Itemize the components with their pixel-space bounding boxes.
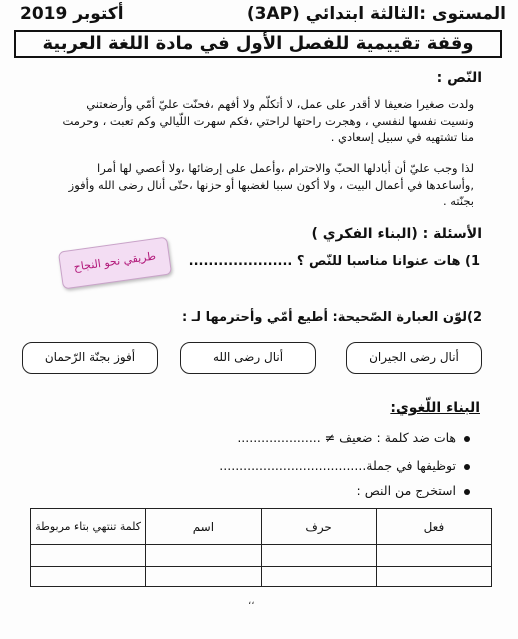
paragraph-1-line: منا تشتهيه في سبيل إسعادي . <box>330 130 474 144</box>
bullet-extract-text: استخرج من النص : <box>356 483 456 498</box>
table-cell[interactable] <box>261 545 376 567</box>
question-2: 2)لوّن العبارة الصّحيحة: أطيع أمّي وأحترمها لـ : <box>182 310 482 325</box>
table-cell[interactable] <box>31 545 146 567</box>
paragraph-2 <box>34 160 474 210</box>
table-cell[interactable] <box>146 567 261 587</box>
page-title: وقفة تقييمية للفصل الأول في مادة اللغة العربية <box>14 30 502 58</box>
table-row <box>31 545 492 567</box>
paragraph-1-line: ونسيت نفسها لنفسي ، وهجرت راحتها لراحتي ،فكم سهرت اللّيالي وكم تعبت ، وحرمت <box>62 113 474 128</box>
table-cell[interactable] <box>376 567 491 587</box>
paragraph-1-line: ولدت صغيرا ضعيفا لا أقدر على عمل، لا أتكلّم ولا أفهم ،فحنّت عليّ أمّي وأرضعتني <box>86 97 474 111</box>
page-marker: ،، <box>248 596 255 607</box>
level-label: المستوى :الثالثة ابتدائي (3AP) <box>246 4 506 24</box>
table-header-row <box>31 509 492 545</box>
text-heading: النّص : <box>436 70 482 86</box>
option-neighbors[interactable]: أنال رضى الجيران <box>346 342 482 374</box>
table-cell[interactable] <box>146 545 261 567</box>
question-1: 1) هات عنوانا مناسبا للنّص ؟ ..................... <box>188 254 480 269</box>
header-particle: حرف <box>261 509 376 545</box>
table-cell[interactable] <box>31 567 146 587</box>
header-verb: فعل <box>376 509 491 545</box>
bullet-extract <box>357 483 470 498</box>
paragraph-2-line: لذا وجب عليّ أن أبادلها الحبّ والاحترام ،وأعمل على إرضائها ،ولا أعصي لها أمرا <box>97 161 474 175</box>
bullet-antonym-text: هات ضد كلمة : ضعيف ≠ ..................... <box>237 430 456 445</box>
bullet-antonym <box>237 430 470 445</box>
success-sticker: طريقي نحو النجاح <box>58 237 172 290</box>
answer-table <box>30 508 492 587</box>
bullet-icon <box>464 464 470 470</box>
bullet-sentence-text: توظيفها في جملة..................................... <box>219 458 456 473</box>
paragraph-1 <box>34 96 474 146</box>
bullet-icon <box>464 436 470 442</box>
option-paradise[interactable]: أفوز بجنّة الرّحمان <box>22 342 158 374</box>
table-row <box>31 567 492 587</box>
language-heading: البناء اللّغوي: <box>390 400 480 416</box>
bullet-sentence <box>219 458 470 473</box>
paragraph-2-line: بجنّته . <box>442 194 474 208</box>
table-cell[interactable] <box>261 567 376 587</box>
header-ta-marbuta: كلمة تنتهي بتاء مربوطة <box>31 509 146 545</box>
questions-heading: الأسئلة : (البناء الفكري ) <box>311 226 482 242</box>
header-noun: اسم <box>146 509 261 545</box>
table-cell[interactable] <box>376 545 491 567</box>
paragraph-2-line: ,وأساعدها في أعمال البيت ، ولا أكون سببا لغضبها أو حزنها ،حتّى أنال رضى الله وأفوز <box>68 177 474 192</box>
option-allah[interactable]: أنال رضى الله <box>180 342 316 374</box>
date-label: أكتوبر 2019 <box>20 4 124 24</box>
bullet-icon <box>464 489 470 495</box>
